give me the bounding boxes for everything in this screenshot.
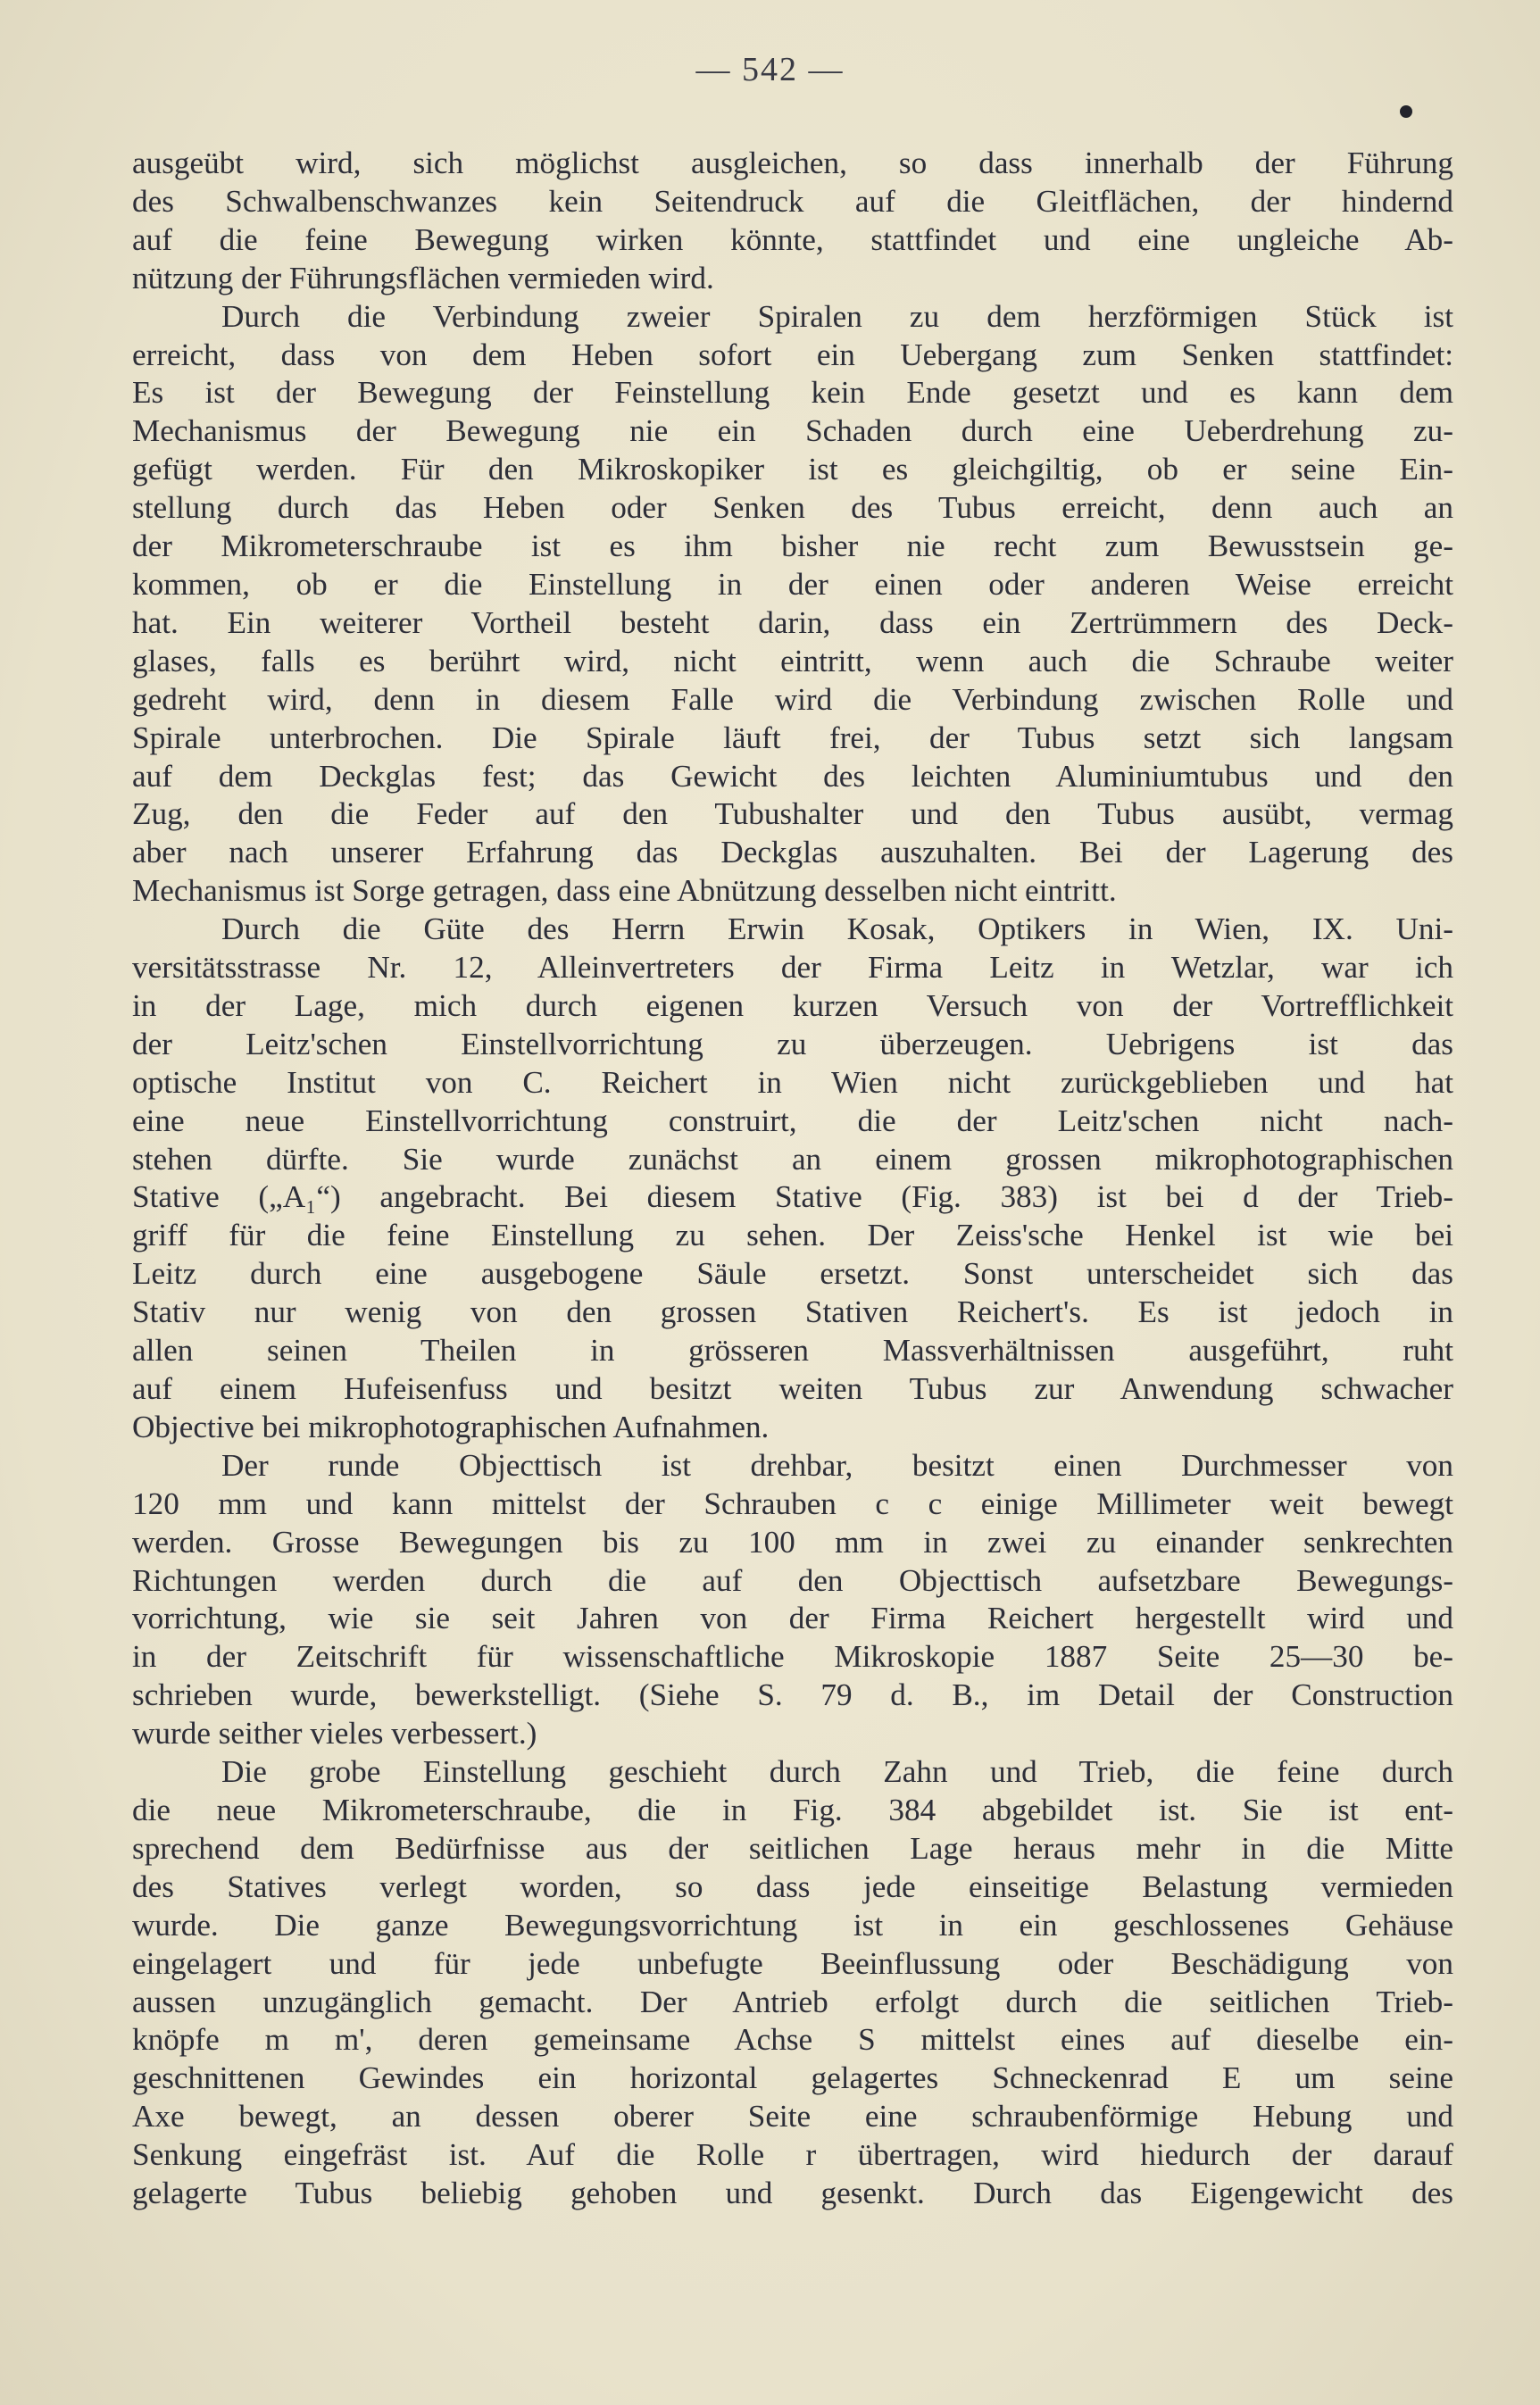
text-line: optische Institut von C. Reichert in Wien nicht zurückgeblieben und hat <box>132 1064 1453 1100</box>
text-line: Es ist der Bewegung der Feinstellung kein Ende gesetzt und es kann dem <box>132 375 1453 411</box>
text-line: wurde seither vieles verbessert.) <box>132 1716 537 1752</box>
text-line: Mechanismus der Bewegung nie ein Schaden durch eine Ueberdrehung zu- <box>132 413 1453 449</box>
text-line: 120 mm und kann mittelst der Schrauben c c einige Millimeter weit bewegt <box>132 1485 1453 1521</box>
paragraph <box>132 911 1453 1447</box>
text-line: auf einem Hufeisenfuss und besitzt weiten Tubus zur Anwendung schwacher <box>132 1371 1453 1406</box>
text-line: Objective bei mikrophotographischen Aufnahmen. <box>132 1409 770 1444</box>
text-line: gefügt werden. Für den Mikroskopiker ist es gleichgiltig, ob er seine Ein- <box>132 452 1453 487</box>
text-line: eingelagert und für jede unbefugte Beeinflussung oder Beschädigung von <box>132 1945 1453 1981</box>
text-line: griff für die feine Einstellung zu sehen. Der Zeiss'sche Henkel ist wie bei <box>132 1218 1453 1253</box>
text-line: Stativ nur wenig von den grossen Stativen Reichert's. Es ist jedoch in <box>132 1294 1453 1330</box>
page-number: — 542 — <box>695 51 845 88</box>
paragraph <box>132 1447 1453 1753</box>
text-line: allen seinen Theilen in grösseren Massverhältnissen ausgeführt, ruht <box>132 1333 1453 1369</box>
text-line: Durch die Güte des Herrn Erwin Kosak, Optikers in Wien, IX. Uni- <box>221 911 1453 947</box>
text-line: Leitz durch eine ausgebogene Säule ersetzt. Sonst unterscheidet sich das <box>132 1256 1453 1292</box>
text-line: versitätsstrasse Nr. 12, Alleinvertreters der Firma Leitz in Wetzlar, war ich <box>132 950 1453 986</box>
text-line: stehen dürfte. Sie wurde zunächst an einem grossen mikrophotographischen <box>132 1141 1453 1177</box>
paragraph <box>132 1753 1453 2213</box>
text-line: in der Lage, mich durch eigenen kurzen Versuch von der Vortrefflichkeit <box>132 987 1453 1023</box>
ink-speck <box>1400 105 1412 118</box>
text-line: hat. Ein weiterer Vortheil besteht darin, dass ein Zertrümmern des Deck- <box>132 604 1453 640</box>
text-line: in der Zeitschrift für wissenschaftliche Mikroskopie 1887 Seite 25—30 be- <box>132 1639 1453 1675</box>
text-line: kommen, ob er die Einstellung in der einen oder anderen Weise erreicht <box>132 566 1453 602</box>
text-line: des Schwalbenschwanzes kein Seitendruck auf die Gleitflächen, der hindernd <box>132 183 1453 219</box>
text-line: erreicht, dass von dem Heben sofort ein Uebergang zum Senken stattfindet: <box>132 337 1453 372</box>
text-line: sprechend dem Bedürfnisse aus der seitlichen Lage heraus mehr in die Mitte <box>132 1830 1453 1866</box>
text-line: wurde. Die ganze Bewegungsvorrichtung ist in ein geschlossenes Gehäuse <box>132 1907 1453 1943</box>
text-line: stellung durch das Heben oder Senken des Tubus erreicht, denn auch an <box>132 490 1453 526</box>
text-line: ausgeübt wird, sich möglichst ausgleichen, so dass innerhalb der Führung <box>132 146 1453 180</box>
text-line: eine neue Einstellvorrichtung construirt, die der Leitz'schen nicht nach- <box>132 1103 1453 1138</box>
text-line: gedreht wird, denn in diesem Falle wird die Verbindung zwischen Rolle und <box>132 681 1453 717</box>
text-line: geschnittenen Gewindes ein horizontal gelagertes Schneckenrad E um seine <box>132 2060 1453 2096</box>
paragraph <box>132 298 1453 911</box>
text-line: der Mikrometerschraube ist es ihm bisher nie recht zum Bewusstsein ge- <box>132 528 1453 564</box>
text-line: Richtungen werden durch die auf den Objecttisch aufsetzbare Bewegungs- <box>132 1562 1453 1598</box>
text-line: Axe bewegt, an dessen oberer Seite eine schraubenförmige Hebung und <box>132 2099 1453 2135</box>
text-line: Spirale unterbrochen. Die Spirale läuft frei, der Tubus setzt sich langsam <box>132 720 1453 755</box>
text-line: vorrichtung, wie sie seit Jahren von der Firma Reichert hergestellt wird und <box>132 1601 1453 1636</box>
text-line: auf die feine Bewegung wirken könnte, stattfindet und eine ungleiche Ab- <box>132 221 1453 257</box>
text-line: werden. Grosse Bewegungen bis zu 100 mm in zwei zu einander senkrechten <box>132 1524 1453 1560</box>
paragraph <box>132 145 1453 298</box>
text-line: Senkung eingefräst ist. Auf die Rolle r übertragen, wird hiedurch der darauf <box>132 2137 1453 2173</box>
body-text <box>132 145 1453 2213</box>
text-line: der Leitz'schen Einstellvorrichtung zu überzeugen. Uebrigens ist das <box>132 1026 1453 1061</box>
text-line: Stative („A₁“) angebracht. Bei diesem Stative (Fig. 383) ist bei d der Trieb- <box>132 1179 1453 1215</box>
text-line: knöpfe m m', deren gemeinsame Achse S mittelst eines auf dieselbe ein- <box>132 2022 1453 2058</box>
text-line: Die grobe Einstellung geschieht durch Zahn und Trieb, die feine durch <box>221 1754 1453 1790</box>
text-line: nützung der Führungsflächen vermieden wird. <box>132 260 714 295</box>
text-line: aussen unzugänglich gemacht. Der Antrieb erfolgt durch die seitlichen Trieb- <box>132 1984 1453 2019</box>
text-line: des Statives verlegt worden, so dass jede einseitige Belastung vermieden <box>132 1868 1453 1904</box>
text-line: Der runde Objecttisch ist drehbar, besitzt einen Durchmesser von <box>221 1447 1453 1483</box>
text-line: die neue Mikrometerschraube, die in Fig. 384 abgebildet ist. Sie ist ent- <box>132 1792 1453 1827</box>
text-line: gelagerte Tubus beliebig gehoben und gesenkt. Durch das Eigengewicht des <box>132 2176 1453 2211</box>
text-line: Durch die Verbindung zweier Spiralen zu dem herzförmigen Stück ist <box>221 298 1453 334</box>
text-line: auf dem Deckglas fest; das Gewicht des leichten Aluminiumtubus und den <box>132 758 1453 794</box>
text-line: schrieben wurde, bewerkstelligt. (Siehe S. 79 d. B., im Detail der Construction <box>132 1677 1453 1713</box>
text-line: glases, falls es berührt wird, nicht eintritt, wenn auch die Schraube weiter <box>132 643 1453 678</box>
text-line: aber nach unserer Erfahrung das Deckglas auszuhalten. Bei der Lagerung des <box>132 835 1453 870</box>
text-line: Zug, den die Feder auf den Tubushalter und den Tubus ausübt, vermag <box>132 796 1453 832</box>
text-line: Mechanismus ist Sorge getragen, dass eine Abnützung desselben nicht eintritt. <box>132 873 1117 909</box>
